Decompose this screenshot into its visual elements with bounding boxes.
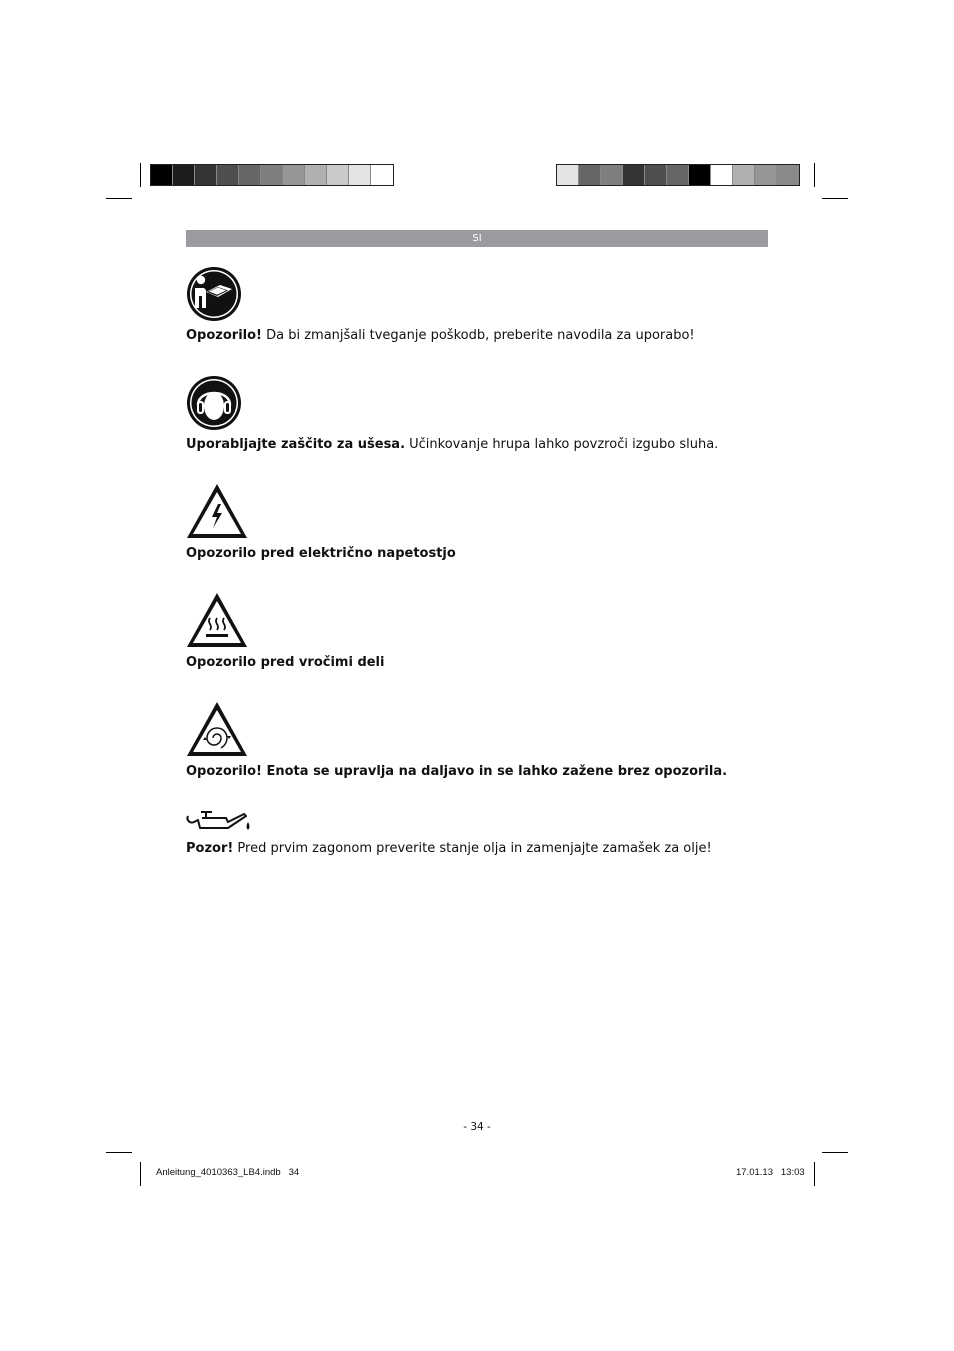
warning-description: Da bi zmanjšali tveganje poškodb, preberite navodila za uporabo! — [261, 328, 695, 343]
color-swatch — [689, 165, 711, 185]
color-swatch — [305, 165, 327, 185]
crop-mark — [822, 198, 848, 199]
warning-label: Opozorilo! — [186, 328, 262, 343]
color-swatch — [733, 165, 755, 185]
warning-label: Opozorilo pred električno napetostjo — [186, 546, 456, 561]
crop-mark — [140, 163, 141, 187]
warning-label: Opozorilo pred vročimi deli — [186, 655, 385, 670]
warning-text-read-manual — [186, 328, 695, 344]
color-swatch — [623, 165, 645, 185]
crop-mark — [106, 1152, 132, 1153]
color-swatch — [349, 165, 371, 185]
warning-description: Pred prvim zagonom preverite stanje olja in zamenjajte zamašek za olje! — [233, 841, 712, 856]
color-swatch — [667, 165, 689, 185]
remote-start-warning-icon — [185, 700, 249, 758]
footer-datetime: 17.01.13 13:03 — [736, 1167, 805, 1178]
oil-can-icon — [184, 808, 254, 834]
color-swatch — [579, 165, 601, 185]
crop-mark — [814, 1162, 815, 1186]
warning-text-oil — [186, 841, 712, 857]
color-swatch — [261, 165, 283, 185]
warning-text-remote-start — [186, 764, 727, 780]
color-swatch — [755, 165, 777, 185]
warning-text-electric-voltage — [186, 546, 456, 562]
color-swatch — [217, 165, 239, 185]
color-swatch — [711, 165, 733, 185]
color-swatch — [195, 165, 217, 185]
language-code: SI — [472, 233, 482, 244]
crop-mark — [106, 198, 132, 199]
color-swatch — [173, 165, 195, 185]
warning-text-ear-protection — [186, 437, 718, 453]
ear-protection-icon — [186, 375, 242, 431]
page-number: - 34 - — [463, 1121, 491, 1133]
color-calibration-bar-left — [150, 164, 394, 186]
color-swatch — [557, 165, 579, 185]
crop-mark — [814, 163, 815, 187]
warning-description: Učinkovanje hrupa lahko povzroči izgubo sluha. — [405, 437, 719, 452]
footer-file-info: Anleitung_4010363_LB4.indb 34 — [156, 1167, 300, 1178]
color-swatch — [151, 165, 173, 185]
crop-mark — [140, 1162, 141, 1186]
warning-text-hot-surface — [186, 655, 384, 671]
electric-voltage-warning-icon — [185, 482, 249, 540]
color-calibration-bar-right — [556, 164, 800, 186]
read-manual-icon — [186, 266, 242, 322]
hot-surface-warning-icon — [185, 591, 249, 649]
color-swatch — [283, 165, 305, 185]
color-swatch — [239, 165, 261, 185]
crop-mark — [822, 1152, 848, 1153]
warning-label: Pozor! — [186, 841, 234, 856]
color-swatch — [327, 165, 349, 185]
color-swatch — [371, 165, 393, 185]
warning-label: Uporabljajte zaščito za ušesa. — [186, 437, 406, 452]
language-header-bar — [186, 230, 768, 247]
color-swatch — [601, 165, 623, 185]
color-swatch — [777, 165, 799, 185]
warning-label: Opozorilo! Enota se upravlja na daljavo in se lahko zažene brez opozorila. — [186, 764, 728, 779]
color-swatch — [645, 165, 667, 185]
